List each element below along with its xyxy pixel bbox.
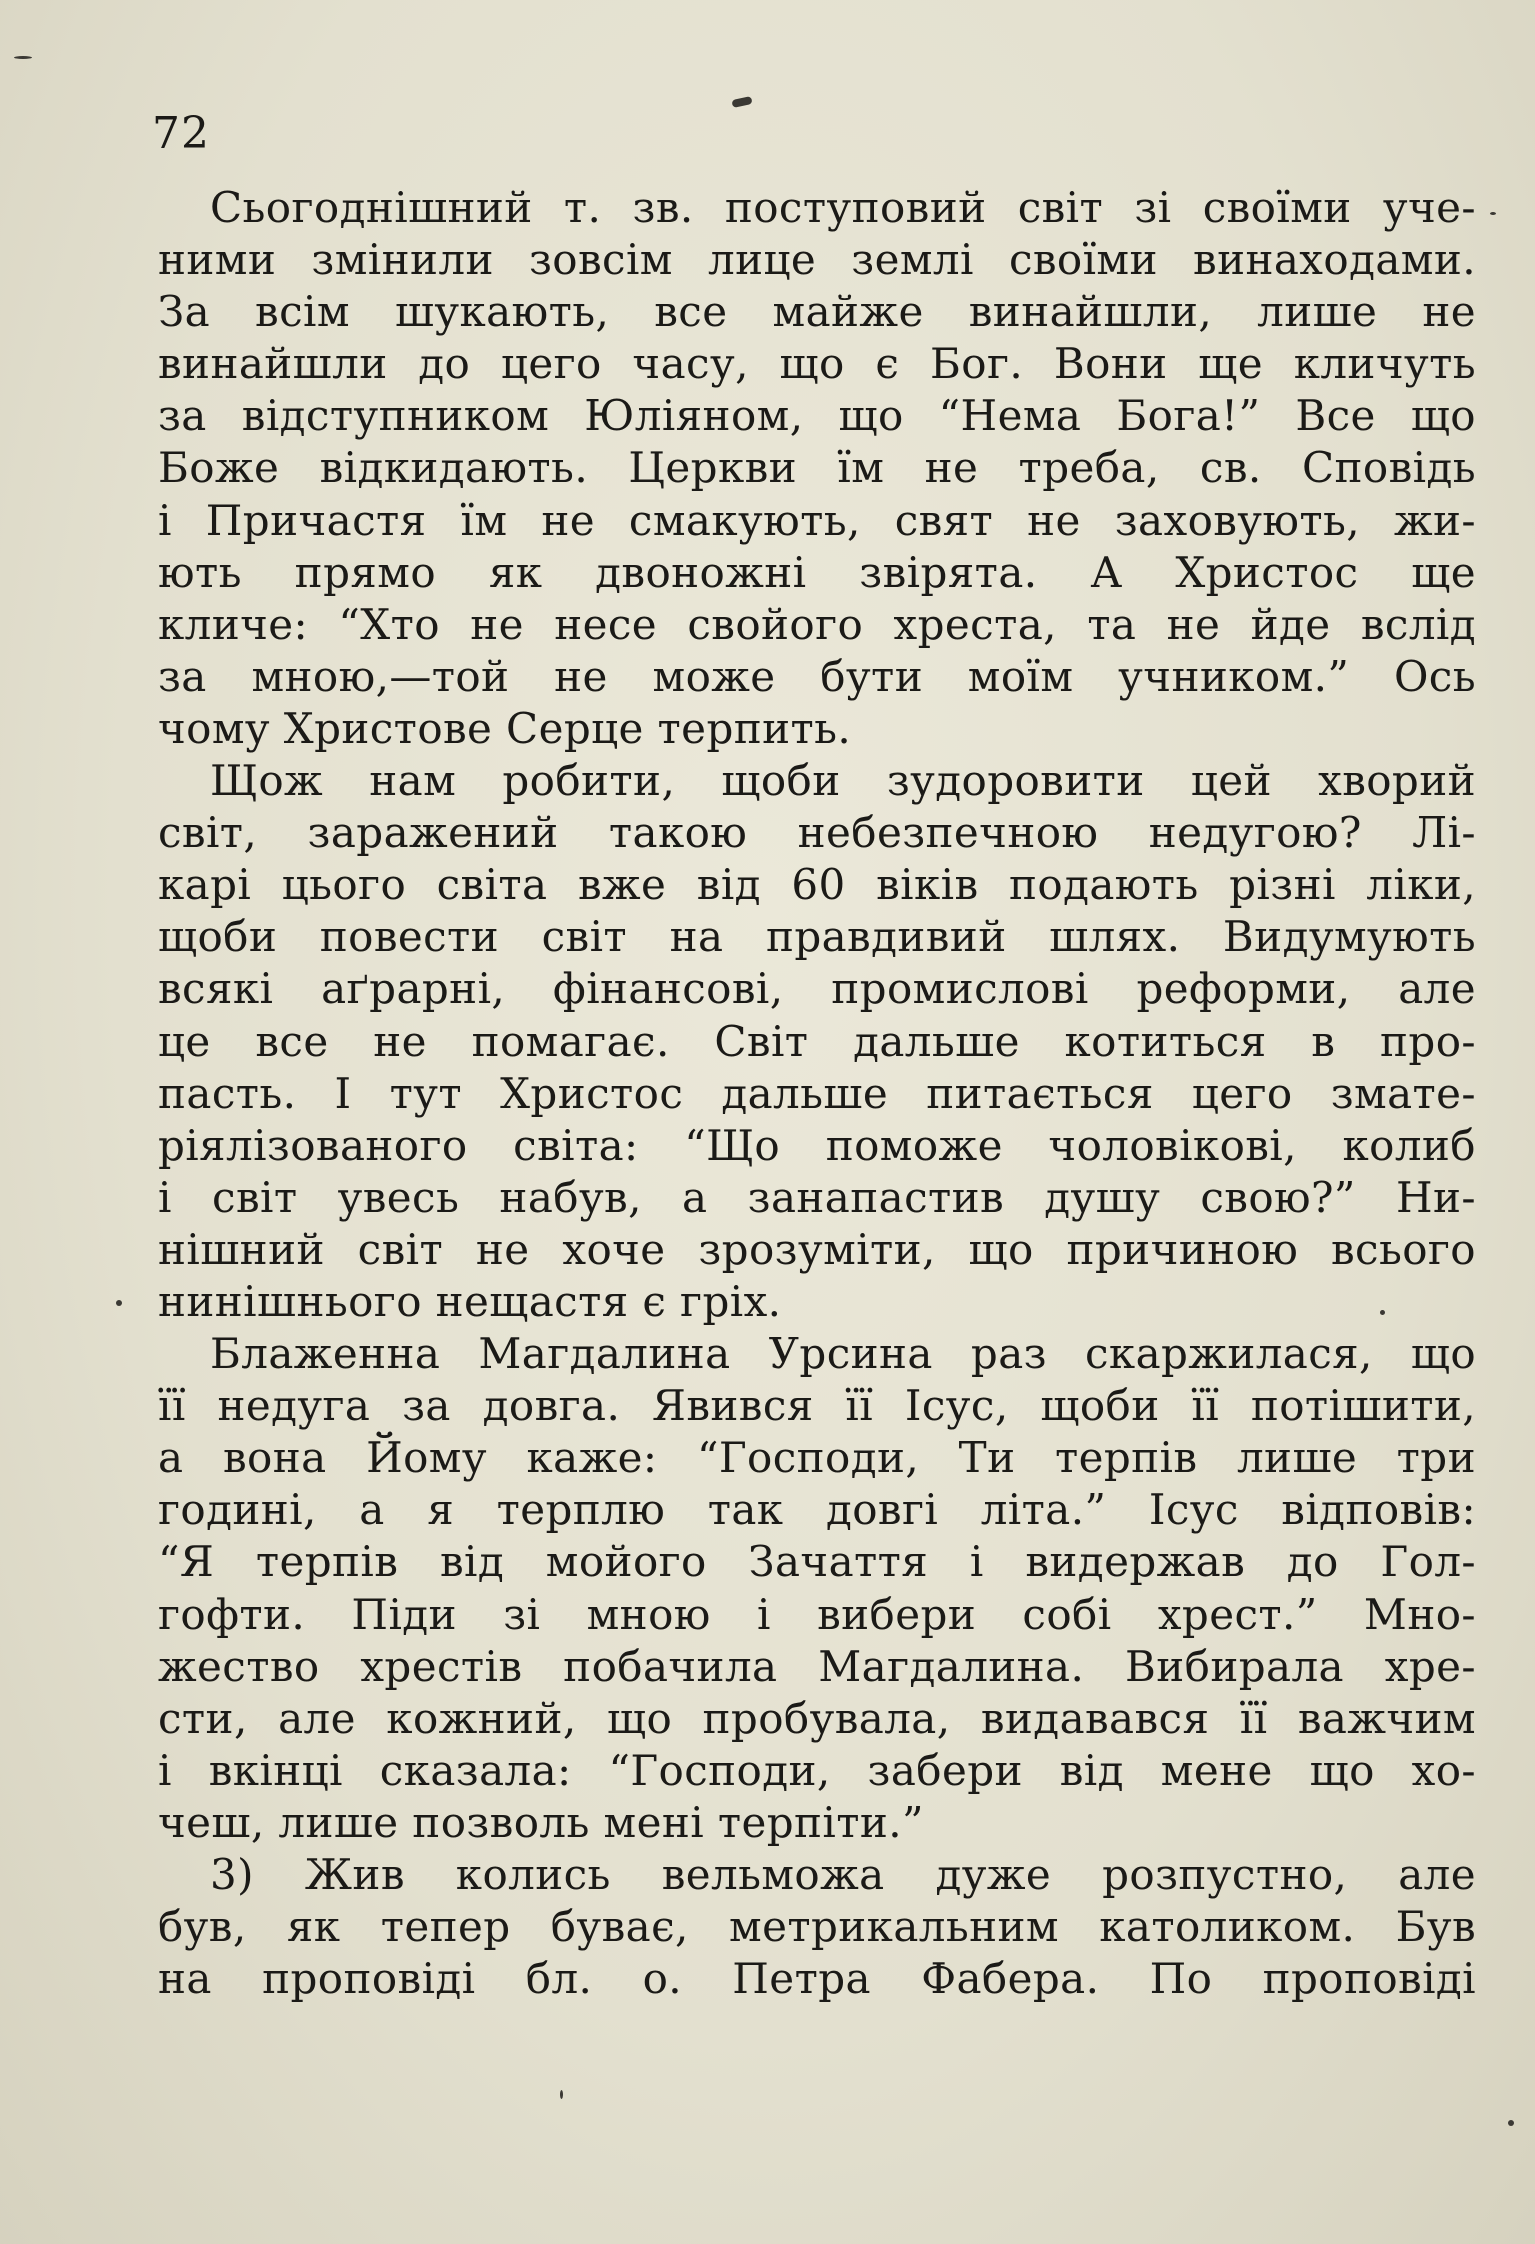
paper-speck (1490, 212, 1496, 215)
body-text (158, 182, 1476, 2005)
text-line: і світ увесь набув, а занапастив душу свою?” Ни- (158, 1172, 1476, 1222)
text-line: “Я терпів від мойого Зачаття і видержав до Гол- (158, 1537, 1476, 1587)
text-line: всякі аґрарні, фінансові, промислові реформи, але (158, 964, 1476, 1014)
text-line: годині, а я терплю так довгі літа.” Ісус відповів: (158, 1485, 1476, 1535)
text-line: винайшли до цего часу, що є Бог. Вони ще кличуть (158, 339, 1476, 389)
text-line: сти, але кожний, що пробувала, видавався її важчим (158, 1693, 1476, 1743)
paper-speck (1508, 2120, 1514, 2126)
text-line: за мною,—той не може бути моїм учником.” Ось (158, 651, 1476, 701)
ink-mark (731, 96, 752, 108)
text-line: За всім шукають, все майже винайшли, лише не (158, 287, 1476, 337)
paper-speck (1380, 1310, 1385, 1315)
text-line: гофти. Піди зі мною і вибери собі хрест.” Мно- (158, 1589, 1476, 1639)
text-line: ними змінили зовсім лице землі своїми винаходами. (158, 235, 1476, 285)
text-line: ріялізованого світа: “Що поможе чоловікові, колиб (158, 1120, 1476, 1170)
paper-speck (560, 2090, 563, 2099)
text-line: за відступником Юліяном, що “Нема Бога!” Все що (158, 391, 1476, 441)
paper-speck (14, 56, 32, 59)
text-line: був, як тепер буває, метрикальним католиком. Був (158, 1902, 1476, 1952)
text-line: чому Христове Серце терпить. (158, 703, 852, 753)
text-line: її недуга за довга. Явився її Ісус, щоби її потішити, (158, 1381, 1476, 1431)
text-line: щоби повести світ на правдивий шлях. Видумують (158, 912, 1476, 962)
text-line: і Причастя їм не смакують, свят не заховують, жи- (158, 495, 1476, 545)
text-line: карі цього світа вже від 60 віків подають різні ліки, (158, 860, 1476, 910)
text-line: кличе: “Хто не несе свойого хреста, та не йде вслід (158, 599, 1476, 649)
text-line: 3) Жив колись вельможа дуже розпустно, але (210, 1850, 1476, 1899)
text-line: це все не помагає. Світ дальше котиться в про- (158, 1016, 1476, 1066)
page-number: 72 (152, 108, 210, 159)
text-line: Щож нам робити, щоби зудоровити цей хворий (210, 756, 1476, 806)
text-line: нинішнього нещастя є гріх. (158, 1276, 782, 1326)
text-line: пасть. І тут Христос дальше питається цего змате- (158, 1068, 1476, 1118)
text-line: ють прямо як двоножні звірята. А Христос ще (158, 547, 1476, 597)
text-line: чеш, лише позволь мені терпіти.” (158, 1797, 924, 1847)
text-line: Блаженна Магдалина Урсина раз скаржилася, що (210, 1329, 1476, 1379)
text-line: і вкінці сказала: “Господи, забери від мене що хо- (158, 1745, 1476, 1795)
text-line: жество хрестів побачила Магдалина. Вибирала хре- (158, 1641, 1476, 1691)
text-line: а вона Йому каже: “Господи, Ти терпів лише три (158, 1433, 1476, 1483)
text-line: нішний світ не хоче зрозуміти, що причиною всього (158, 1224, 1476, 1274)
paper-speck (116, 1300, 122, 1306)
text-line: Сьогоднішний т. зв. поступовий світ зі своїми уче- (210, 183, 1476, 232)
text-line: світ, заражений такою небезпечною недугою? Лі- (158, 808, 1476, 858)
text-line: на проповіді бл. о. Петра Фабера. По проповіді (158, 1954, 1476, 2004)
text-line: Боже відкидають. Церкви їм не треба, св. Сповідь (158, 443, 1476, 493)
